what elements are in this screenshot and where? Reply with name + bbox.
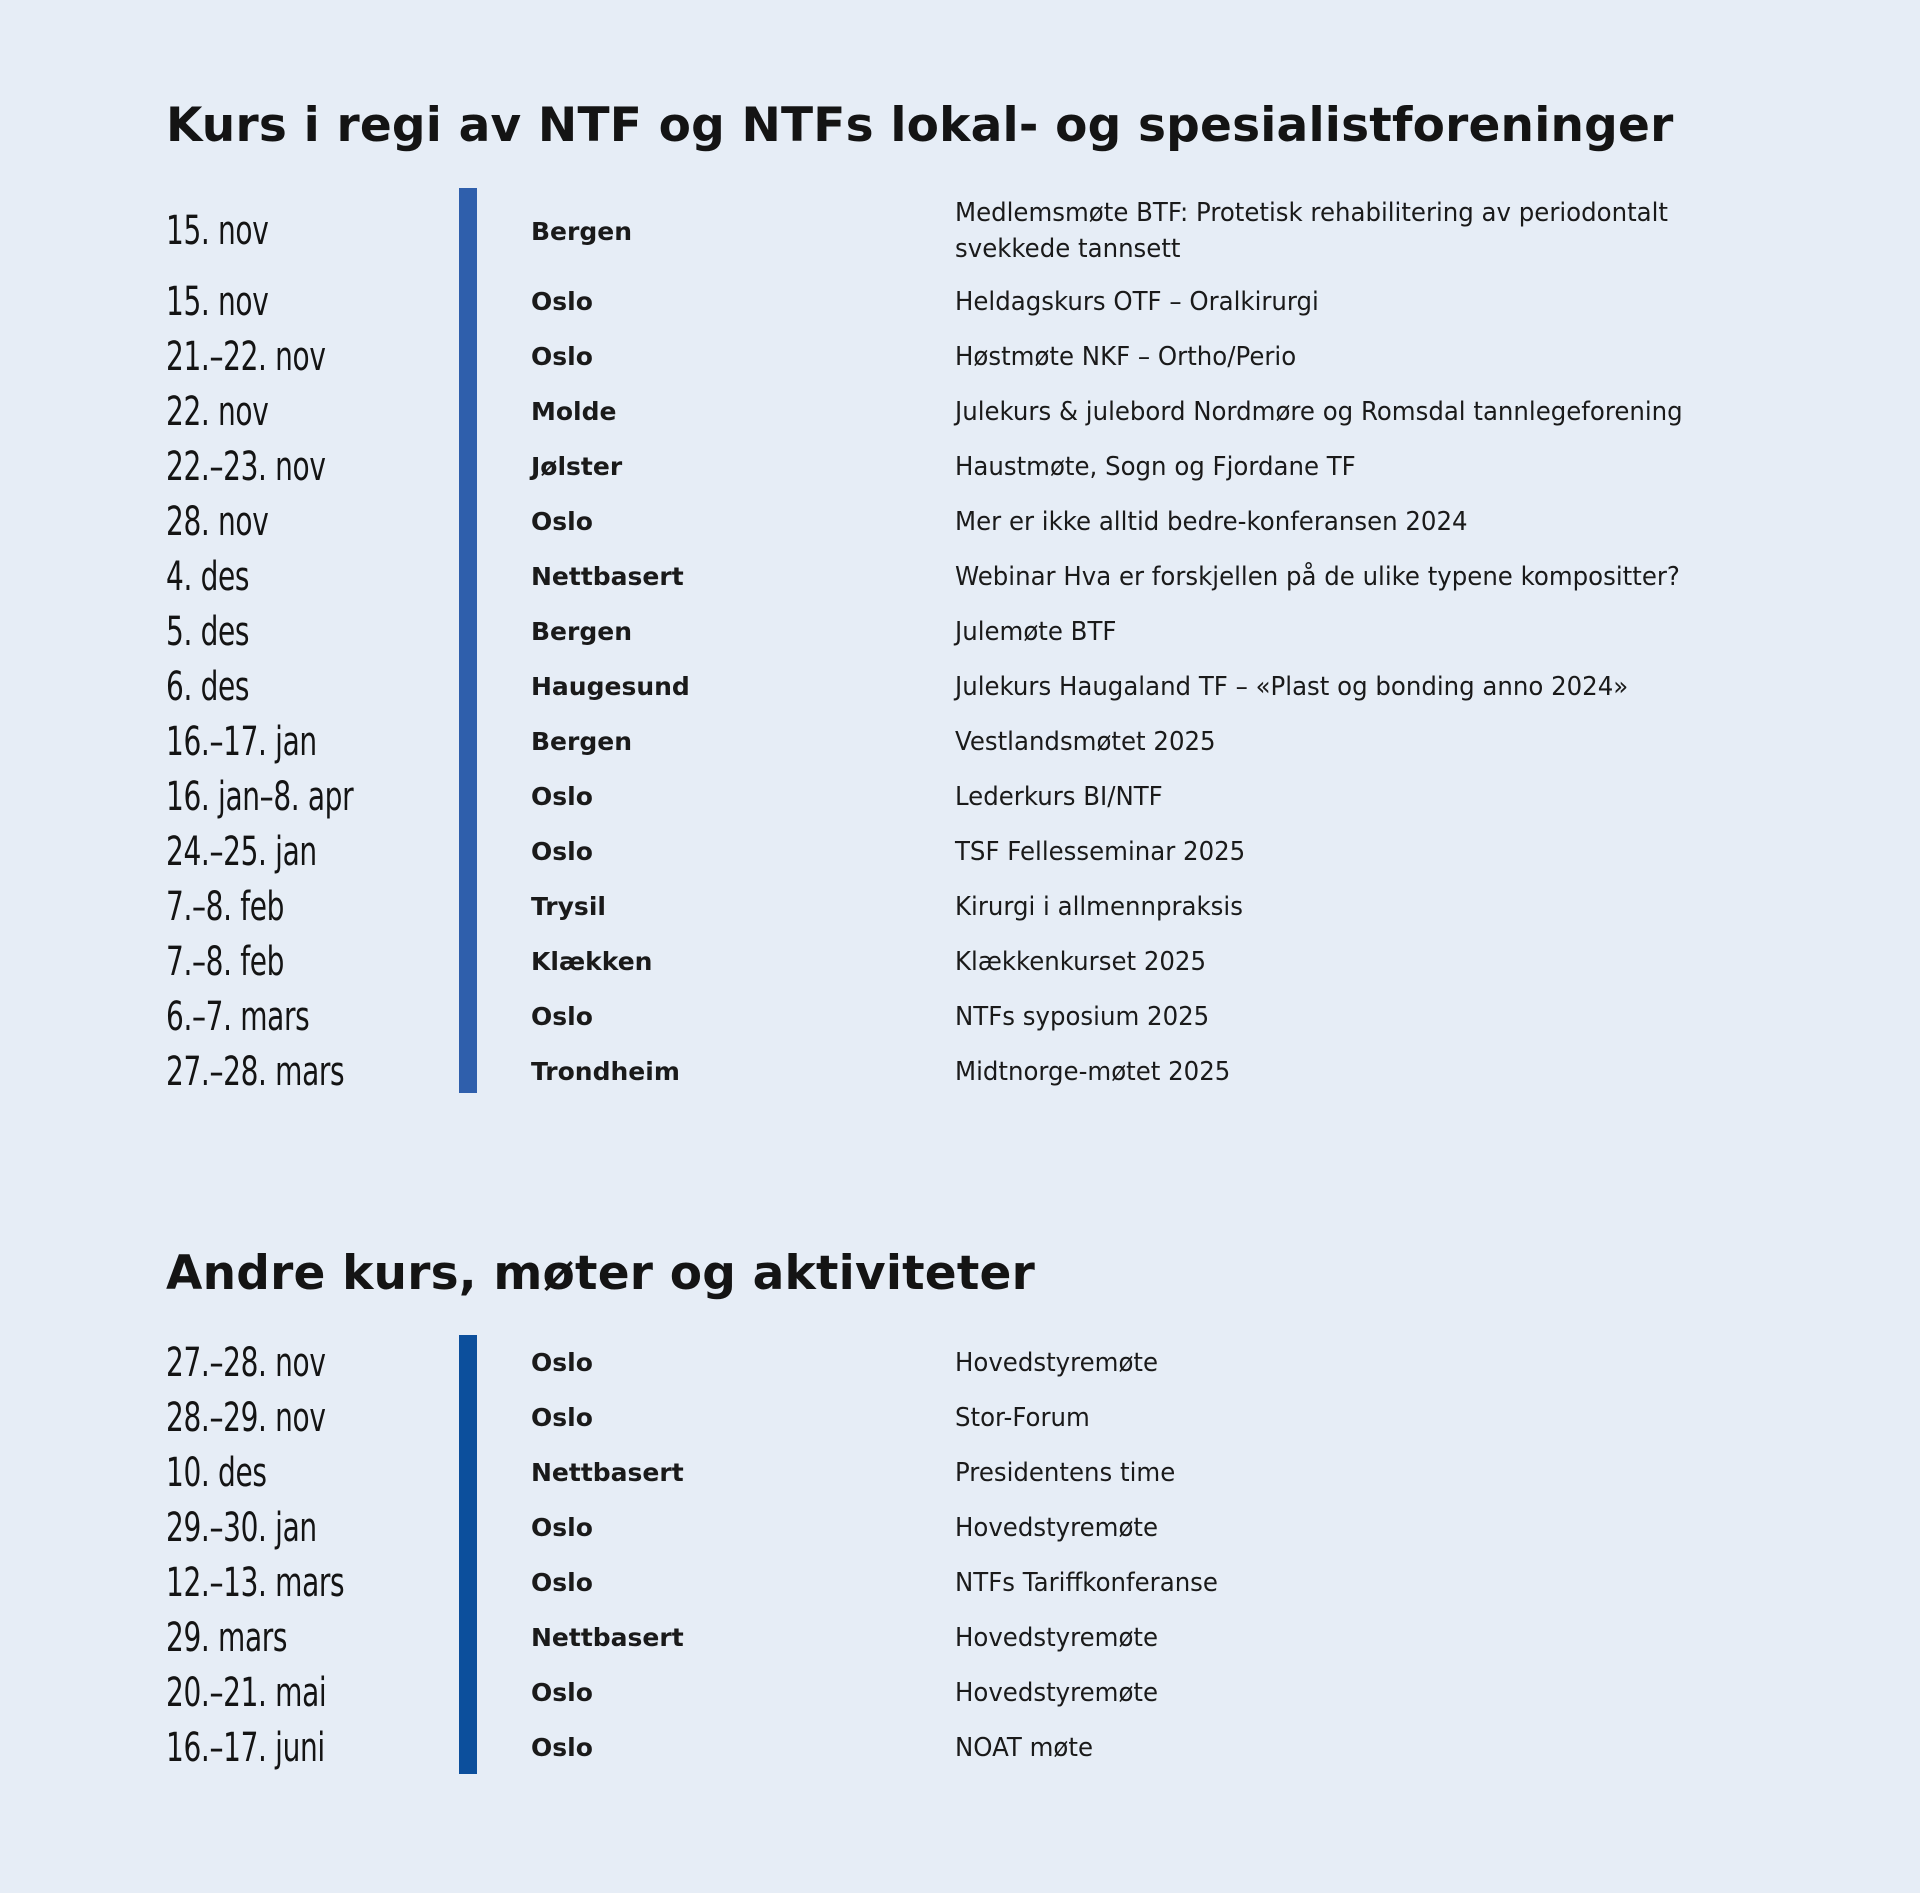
event-date: 16.–17. juni	[166, 1724, 325, 1771]
event-date: 21.–22. nov	[166, 333, 326, 380]
event-place: Trysil	[531, 892, 606, 921]
event-title: Presidentens time	[955, 1457, 1176, 1488]
event-place: Oslo	[531, 507, 593, 536]
event-title: Hovedstyremøte	[955, 1512, 1159, 1543]
table-row	[0, 1445, 1920, 1500]
event-title: NOAT møte	[955, 1732, 1093, 1763]
event-title: Hovedstyremøte	[955, 1347, 1159, 1378]
table-row	[0, 439, 1920, 494]
event-date: 28. nov	[166, 498, 269, 545]
event-place: Bergen	[531, 727, 632, 756]
table-row	[0, 714, 1920, 769]
event-date: 16. jan–8. apr	[166, 773, 354, 820]
table-row	[0, 188, 1920, 274]
event-place: Nettbasert	[531, 562, 684, 591]
event-date: 10. des	[166, 1449, 267, 1496]
event-date: 15. nov	[166, 208, 269, 254]
event-date: 16.–17. jan	[166, 718, 317, 765]
event-title: Heldagskurs OTF – Oralkirurgi	[955, 286, 1319, 317]
event-place: Oslo	[531, 1348, 593, 1377]
event-date: 5. des	[166, 608, 250, 655]
section-title: Andre kurs, møter og aktiviteter	[166, 1246, 1035, 1301]
event-place: Oslo	[531, 1678, 593, 1707]
table-row	[0, 549, 1920, 604]
event-place: Oslo	[531, 1513, 593, 1542]
event-place: Oslo	[531, 1403, 593, 1432]
event-date: 24.–25. jan	[166, 828, 317, 875]
event-date: 22.–23. nov	[166, 443, 326, 490]
table-row	[0, 329, 1920, 384]
event-place: Oslo	[531, 1733, 593, 1762]
table-row	[0, 1555, 1920, 1610]
event-place: Nettbasert	[531, 1458, 684, 1487]
event-place: Jølster	[531, 452, 623, 481]
table-row	[0, 274, 1920, 329]
event-place: Nettbasert	[531, 1623, 684, 1652]
table-row	[0, 824, 1920, 879]
event-place: Klækken	[531, 947, 653, 976]
table-row	[0, 1720, 1920, 1775]
event-place: Oslo	[531, 1002, 593, 1031]
event-date: 6.–7. mars	[166, 993, 310, 1040]
event-title: Klækkenkurset 2025	[955, 946, 1207, 977]
table-row	[0, 494, 1920, 549]
table-row	[0, 934, 1920, 989]
table-row	[0, 1335, 1920, 1390]
event-date: 28.–29. nov	[166, 1394, 326, 1441]
event-title: Stor-Forum	[955, 1402, 1090, 1433]
event-date: 4. des	[166, 553, 250, 600]
event-title: NTFs syposium 2025	[955, 1001, 1210, 1032]
event-title: NTFs Tariffkonferanse	[955, 1567, 1218, 1598]
event-title: Midtnorge-møtet 2025	[955, 1056, 1231, 1087]
event-place: Oslo	[531, 287, 593, 316]
event-title: Julemøte BTF	[955, 616, 1117, 647]
event-title: Julekurs Haugaland TF – «Plast og bonding anno 2024»	[955, 671, 1629, 702]
event-date: 27.–28. mars	[166, 1048, 345, 1095]
table-row	[0, 604, 1920, 659]
event-title: Mer er ikke alltid bedre-konferansen 2024	[955, 506, 1468, 537]
table-row	[0, 769, 1920, 824]
table-row	[0, 659, 1920, 714]
event-title: Lederkurs BI/NTF	[955, 781, 1163, 812]
event-place: Haugesund	[531, 672, 690, 701]
event-date: 29. mars	[166, 1614, 288, 1661]
table-row	[0, 1665, 1920, 1720]
table-row	[0, 1044, 1920, 1099]
event-date: 12.–13. mars	[166, 1559, 345, 1606]
event-place: Oslo	[531, 837, 593, 866]
event-place: Molde	[531, 397, 617, 426]
event-date: 7.–8. feb	[166, 883, 285, 930]
event-date: 27.–28. nov	[166, 1339, 326, 1386]
section-title: Kurs i regi av NTF og NTFs lokal- og spesialistforeninger	[166, 98, 1674, 153]
table-row	[0, 1390, 1920, 1445]
event-title: Webinar Hva er forskjellen på de ulike typene kompositter?	[955, 561, 1680, 592]
table-row	[0, 1500, 1920, 1555]
event-date: 6. des	[166, 663, 250, 710]
event-date: 20.–21. mai	[166, 1669, 327, 1716]
event-title: Høstmøte NKF – Ortho/Perio	[955, 341, 1297, 372]
event-date: 7.–8. feb	[166, 938, 285, 985]
event-title: Vestlandsmøtet 2025	[955, 726, 1216, 757]
event-date: 22. nov	[166, 388, 269, 435]
event-place: Oslo	[531, 342, 593, 371]
event-place: Oslo	[531, 1568, 593, 1597]
event-title: Hovedstyremøte	[955, 1622, 1159, 1653]
event-place: Bergen	[531, 617, 632, 646]
event-date: 15. nov	[166, 278, 269, 325]
event-date: 29.–30. jan	[166, 1504, 317, 1551]
event-place: Oslo	[531, 782, 593, 811]
event-title: Medlemsmøte BTF: Protetisk rehabilitering av periodontalt svekkede tannsett	[955, 198, 1669, 264]
table-row	[0, 384, 1920, 439]
event-place: Bergen	[531, 216, 632, 246]
event-title: TSF Fellesseminar 2025	[955, 836, 1246, 867]
event-place: Trondheim	[531, 1057, 680, 1086]
table-row	[0, 879, 1920, 934]
table-row	[0, 1610, 1920, 1665]
event-title: Hovedstyremøte	[955, 1677, 1159, 1708]
table-row	[0, 989, 1920, 1044]
event-title: Julekurs & julebord Nordmøre og Romsdal tannlegeforening	[955, 396, 1683, 427]
event-title: Haustmøte, Sogn og Fjordane TF	[955, 451, 1356, 482]
event-title: Kirurgi i allmennpraksis	[955, 891, 1243, 922]
